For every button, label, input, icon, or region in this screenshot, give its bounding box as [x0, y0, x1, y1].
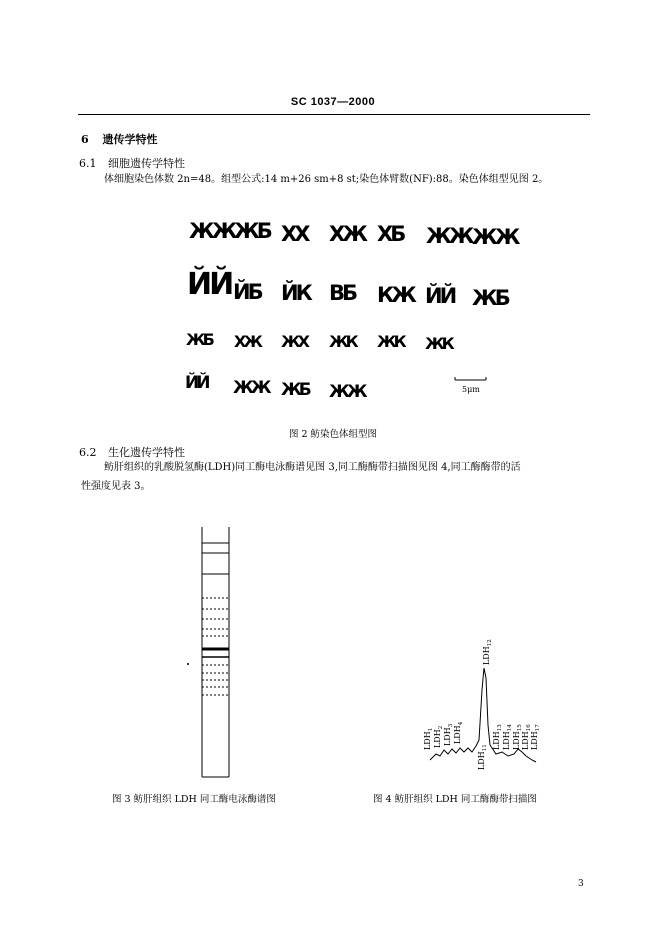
paragraph-cytogenetics: 体细胞染色体数 2n=48。组型公式:14 m+26 sm+8 st;染色体臂数(NF):88。染色体组型见图 2。: [104, 174, 549, 185]
chromosome-pair: ЖБ: [472, 286, 508, 310]
figure-2-caption: 图 2 鲂染色体组型图: [288, 429, 378, 440]
chromosome-pair: ЖК: [329, 332, 356, 351]
chromosome-pair: ЙЙ: [185, 373, 208, 393]
chromosome-pair: ЖК: [377, 332, 404, 351]
chromosome-pair: ХХ: [281, 222, 308, 246]
chromosome-pair: ЖБ: [281, 380, 309, 400]
subsection-title: 生化遗传学特性: [108, 446, 185, 459]
peak-label: $LDH_{14}$: [502, 724, 513, 750]
subsection-number: 6.1: [79, 157, 97, 170]
figure-3-caption: 图 3 鲂肝组织 LDH 同工酶电泳酶谱图: [112, 794, 276, 805]
peak-label: $LDH_{15}$: [512, 724, 523, 750]
subsection-number: 6.2: [79, 446, 97, 459]
section-title: 遗传学特性: [102, 133, 158, 146]
peak-label: $LDH_{12}$: [482, 639, 493, 665]
subsection-6-1-heading: [79, 155, 185, 171]
header-rule: [78, 114, 590, 115]
chromosome-pair: ВБ: [329, 281, 356, 305]
figure-4-caption: 图 4 鲂肝组织 LDH 同工酶酶带扫描图: [373, 794, 537, 805]
section-6-heading: [81, 131, 158, 147]
standard-code: SC 1037—2000: [290, 96, 376, 108]
page-number: 3: [578, 879, 584, 889]
paragraph-biochemical-line-1: 鲂肝组织的乳酸脱氢酶(LDH)同工酶电泳酶谱见图 3,同工酶酶带扫描图见图 4,同工酶酶带的活: [104, 462, 521, 473]
karyotype-figure: [180, 210, 518, 410]
enzyme-band-scan: [410, 630, 560, 780]
subsection-6-2-heading: [79, 444, 185, 460]
chromosome-pair: ЖЖ: [189, 219, 235, 243]
paragraph-biochemical-line-2: 性强度见表 3。: [81, 481, 151, 492]
section-number: 6: [81, 133, 89, 146]
peak-label: $LDH_{17}$: [530, 724, 541, 750]
chromosome-pair: ЖБ: [186, 330, 212, 349]
electrophoresis-zymogram: [180, 525, 250, 780]
chromosome-pair: ЖБ: [234, 219, 270, 243]
chromosome-pair: ЖЖ: [329, 382, 365, 402]
peak-labels: [423, 639, 541, 770]
chromosome-pair: ХБ: [377, 222, 404, 246]
chromosome-pair: ЖЖ: [426, 224, 472, 248]
chromosome-pair: ХЖ: [329, 222, 365, 246]
peak-label: $LDH_2$: [433, 725, 444, 748]
chromosome-pair: ЖХ: [281, 332, 307, 351]
scale-bar: [453, 374, 489, 384]
scale-bar-label: 5μm: [462, 385, 480, 394]
subsection-title: 细胞遗传学特性: [108, 157, 185, 170]
chromosome-pair: КЖ: [377, 283, 414, 307]
chromosome-pair: ЖК: [425, 334, 452, 353]
peak-label: $LDH_4$: [453, 721, 464, 744]
chromosome-pair: ЙК: [281, 281, 310, 305]
peak-label: $LDH_1$: [423, 727, 434, 750]
peak-label: $LDH_3$: [443, 723, 454, 746]
peak-label: $LDH_{16}$: [521, 724, 532, 750]
chromosome-pair: ЙБ: [233, 280, 261, 304]
peak-label: $LDH_{13}$: [492, 724, 503, 750]
peak-label: $LDH_{11}$: [477, 744, 488, 770]
chromosome-pair: ХЖ: [234, 332, 260, 351]
chromosome-pair: ЖЖ: [472, 225, 518, 249]
chromosome-pair: ЙЙ: [187, 267, 232, 302]
chromosome-pair: ЙЙ: [425, 284, 455, 308]
chromosome-pair: ЖЖ: [233, 378, 269, 398]
